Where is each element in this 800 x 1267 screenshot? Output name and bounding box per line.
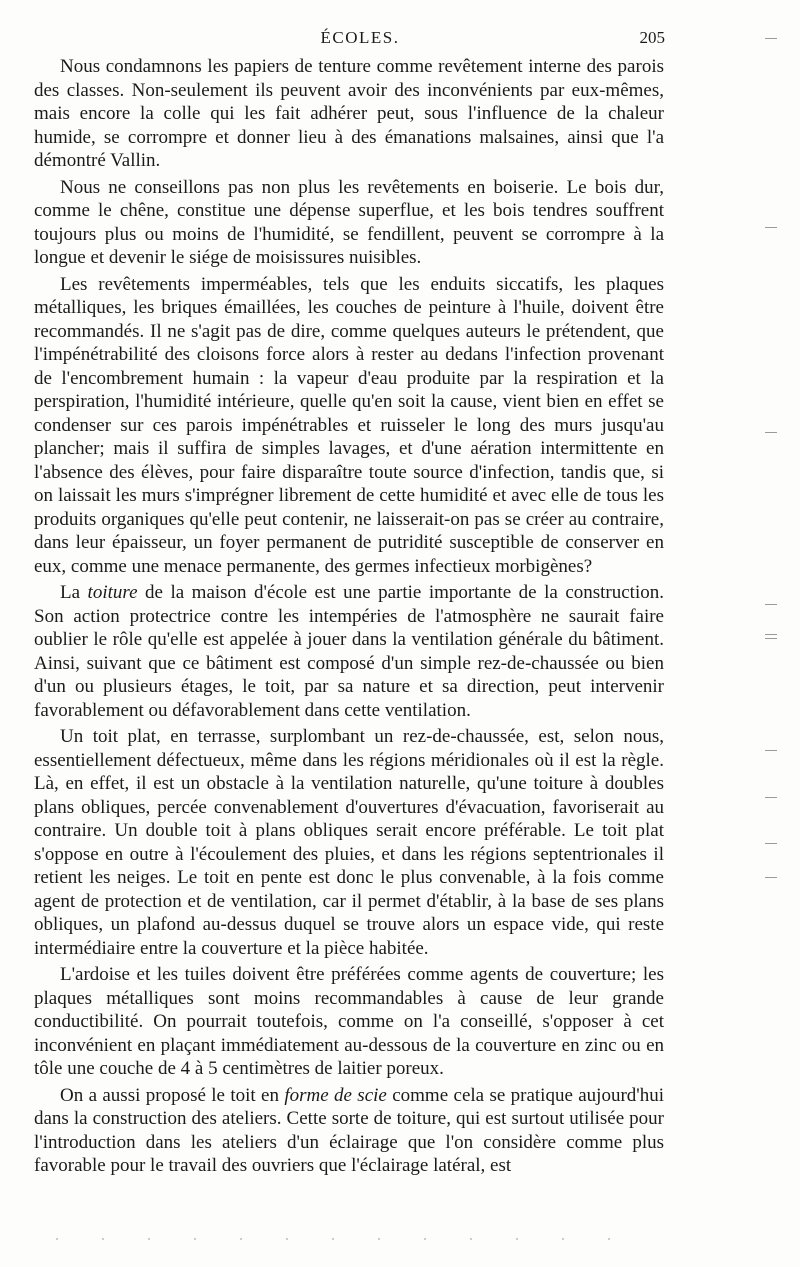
paragraph-text: On a aussi proposé le toit en	[60, 1084, 285, 1106]
edge-mark	[765, 227, 777, 228]
edge-mark	[765, 843, 777, 844]
edge-mark	[765, 797, 777, 798]
paragraph-text: La	[60, 582, 88, 603]
scan-edge-marks	[765, 0, 785, 1267]
paragraph-slate-tiles	[34, 963, 664, 1081]
edge-mark	[765, 638, 777, 639]
paragraph-text: Un toit plat, en terrasse, surplombant un rez-de-chaussée, est, selon nous, essentiellement défectueux, même dans les régions méridionales où il est la règle. Là, en effet, il est un obstacle à la ventilation naturelle, qu'une toiture à doubles plans obliques, percée convenablement d'ouvertures d'évacuation, favoriserait au contraire. Un double toit à plans obliques serait encore préférable. Le toit plat s'oppose en outre à l'écoulement des pluies, et dans les régions septentrionales il retient les neiges. Le toit en pente est donc le plus convenable, à la fois comme agent de protection et de ventilation, car il permet d'établir, à la base de ses plans obliques, un plafond au-dessus duquel se trouve alors un espace vide, qui reste intermédiaire entre la couverture et la pièce habitée.	[34, 726, 664, 959]
section-title: ÉCOLES.	[320, 28, 400, 47]
italic-term: forme de scie	[284, 1084, 387, 1106]
paragraph-text: Les revêtements imperméables, tels que les enduits siccatifs, les plaques métalliques, les briques émaillées, les couches de peinture à l'huile, doivent être recommandés. Il ne s'agit pas de dire, comme quelques auteurs le prétendent, que l'impénétrabilité des cloisons force alors à rester au dedans l'infection provenant de l'encombrement humain : la vapeur d'eau produite par la respiration et la perspiration, l'humidité intérieure, quelle qu'en soit la cause, vient bien en effet se condenser sur ces parois impénétrables et ruisseler le long des murs jusqu'au plancher; mais il suffira de simples lavages, et d'une aération intermittente en l'absence des élèves, pour faire disparaître toute source d'infection, tandis que, si on laissait les murs s'imprégner librement de cette humidité et avec elle de tous les produits organiques qu'elle peut contenir, ne laisserait-on pas se créer au contraire, dans leur épaisseur, un foyer permanent de putridité susceptible de conserver en eux, comme une menace permanente, des germes infectieux morbigènes?	[34, 273, 664, 577]
paragraph-text: Nous ne conseillons pas non plus les revêtements en boiserie. Le bois dur, comme le chêne, constitue une dépense superflue, et les bois tendres souffrent toujours plus ou moins de l'humidité, se fendillent, peuvent se corrompre à la longue et devenir le siége de moisissures nuisibles.	[34, 176, 664, 268]
paragraph-wall-paper	[34, 55, 664, 173]
edge-mark	[765, 38, 777, 39]
page-number: 205	[639, 28, 665, 47]
edge-mark	[765, 604, 777, 605]
edge-mark	[765, 634, 777, 635]
paragraph-text: comme cela se pratique aujourd'hui dans la construction des ateliers. Cette sorte de toiture, qui est surtout utilisée pour l'introduction dans les ateliers d'un éclairage que l'on considère comme plus favorable pour le travail des ouvriers que l'éclairage latéral, est	[34, 1084, 664, 1176]
paragraph-roofing	[34, 581, 664, 722]
body-text	[34, 55, 664, 1181]
bleed-through-dots	[34, 1236, 654, 1242]
paragraph-text: de la maison d'école est une partie importante de la construction. Son action protectrice contre les intempéries de l'atmosphère ne saurait faire oublier le rôle qu'elle est appelée à jouer dans la ventilation générale du bâtiment. Ainsi, suivant que ce bâtiment est composé d'un simple rez-de-chaussée ou bien d'un ou plusieurs étages, le toit, par sa nature et sa direction, peut intervenir favorablement ou défavorablement dans cette ventilation.	[34, 582, 664, 721]
edge-mark	[765, 750, 777, 751]
paragraph-text: Nous condamnons les papiers de tenture comme revêtement interne des parois des classes. Non-seulement ils peuvent avoir des inconvénients par eux-mêmes, mais encore la colle qui les fait adhérer peut, sous l'influence de la chaleur humide, se corrompre et donner lieu à des émanations malsaines, ainsi que l'a démontré Vallin.	[34, 56, 664, 171]
paragraph-woodwork	[34, 176, 664, 270]
running-head	[0, 28, 800, 52]
edge-mark	[765, 877, 777, 878]
paragraph-text: L'ardoise et les tuiles doivent être préférées comme agents de couverture; les plaques métalliques sont moins recommandables à cause de leur grande conductibilité. On pourrait toutefois, comme on l'a conseillé, s'opposer à cet inconvénient en plaçant immédiatement au-dessous de la couverture en zinc ou en tôle une couche de 4 à 5 centimètres de laitier poreux.	[34, 964, 664, 1079]
paragraph-flat-roof	[34, 725, 664, 960]
edge-mark	[765, 432, 777, 433]
paragraph-saw-roof	[34, 1084, 664, 1178]
paragraph-impermeable-coatings	[34, 273, 664, 579]
italic-term: toiture	[87, 582, 138, 603]
